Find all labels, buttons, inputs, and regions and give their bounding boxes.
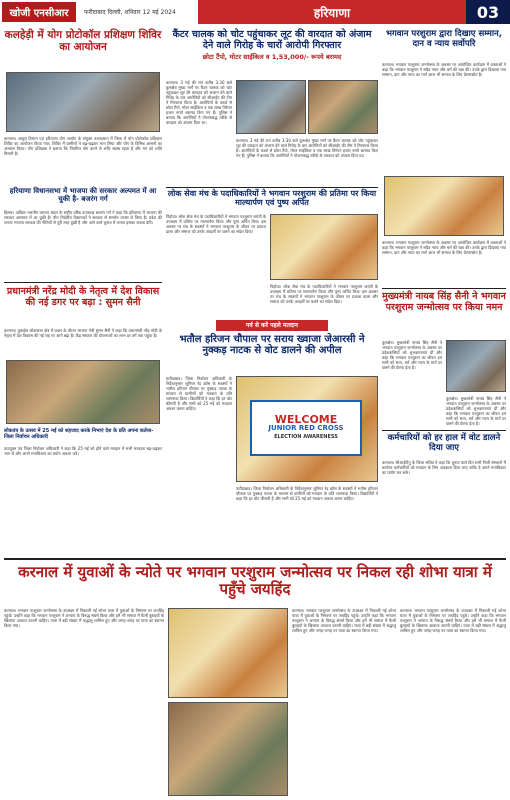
vote-headline: भतौल हरिजन चौपाल पर सराय ख्वाजा जेआरसी ने नुक्कड़ नाटक से वोट डालने की अपील	[179, 334, 365, 357]
rally-headline: करनाल में युवाओं के न्योते पर भगवान परशुराम जन्मोत्सव पर निकल रही शोभा यात्रा में पहुँचे जयहिंद	[18, 563, 492, 598]
rally-body-2: करनाल। भगवान परशुराम जन्मोत्सव के उपलक्ष्य में निकाली गई शोभा यात्रा में युवाओं के निमंत्रण पर जयहिंद पहुंचे। उन्होंने कहा कि भगवान परशुराम ने अन्याय के विरुद्ध संघर्ष किया और हमें भी समाज में फैली बुराइयों के खिलाफ आवाज उठानी चाहिए। यात्रा में बड़ी संख्या में श्रद्धालु शामिल हुए और जगह-जगह पर यात्रा का स्वागत किया गया।	[292, 608, 396, 633]
canter-subhead: छोटा टैंपो, मोटर साईकिल व 1,53,000/- रूपये बरामद	[202, 53, 342, 62]
sign-line-3: ELECTION AWARENESS	[274, 433, 338, 440]
section-title: हरियाणा	[198, 0, 466, 24]
scheme-story	[4, 428, 162, 440]
rally-body: करनाल। भगवान परशुराम जन्मोत्सव के उपलक्ष्य में निकाली गई शोभा यात्रा में युवाओं के निमंत्रण पर जयहिंद पहुंचे। उन्होंने कहा कि भगवान परशुराम ने अन्याय के विरुद्ध संघर्ष किया और हमें भी समाज में फैली बुराइयों के खिलाफ आवाज उठानी चाहिए। यात्रा में बड़ी संख्या में श्रद्धालु शामिल हुए और जगह-जगह पर यात्रा का स्वागत किया गया।	[4, 608, 164, 628]
rally-body-3: करनाल। भगवान परशुराम जन्मोत्सव के उपलक्ष्य में निकाली गई शोभा यात्रा में युवाओं के निमंत्रण पर जयहिंद पहुंचे। उन्होंने कहा कि भगवान परशुराम ने अन्याय के विरुद्ध संघर्ष किया और हमें भी समाज में फैली बुराइयों के खिलाफ आवाज उठानी चाहिए। यात्रा में बड़ी संख्या में श्रद्धालु शामिल हुए और जगह-जगह पर यात्रा का स्वागत किया गया।	[400, 608, 506, 633]
canter-photo-1	[236, 80, 306, 134]
cm-body: कुरुक्षेत्र। मुख्यमंत्री नायब सिंह सैनी ने भगवान परशुराम जन्मोत्सव के अवसर पर प्रदेशवासियों को शुभकामनाएं दीं और कहा कि भगवान परशुराम का जीवन हम सभी को सत्य, धर्म और न्याय के मार्ग पर चलने की प्रेरणा देता है।	[382, 340, 442, 370]
divider	[382, 288, 506, 289]
canter-photo-2	[308, 80, 378, 134]
workers-headline: कर्मचारियों को हर हाल में वोट डालने दिया जाए	[387, 433, 501, 453]
divider	[4, 558, 506, 560]
workers-body: करनाल। सीआईटीयू के जिला सचिव ने कहा कि चुनाव वाले दिन सभी निजी संस्थानों में कार्यरत कर्मचारियों को मतदान के लिए अवकाश दिया जाए ताकि वे अपने मताधिकार का प्रयोग कर सकें।	[382, 460, 506, 475]
bjp-body: हिसार। अखिल भारतीय व्यापार मंडल के राष्ट्रीय वरिष्ठ उपाध्यक्ष बजरंग गर्ग ने कहा कि हरियाणा में भाजपा की सरकार अल्पमत में आ चुकी है। तीन निर्दलीय विधायकों ने सरकार से समर्थन वापस ले लिया है। प्रदेश की जनता भाजपा सरकार की नीतियों से पूरी तरह दुखी है और आने वाले चुनाव में जनता इसका जवाब देगी।	[4, 210, 162, 225]
parshuram-stage-photo	[270, 214, 378, 280]
yoga-body: करनाल। आयुष विभाग एवं हरियाणा योग आयोग के संयुक्त तत्वावधान में जिला में योग प्रोटोकॉल प्रशिक्षण शिविर का आयोजन किया गया। शिविर में ग्रामीणों ने बढ़-चढ़कर भाग लिया और योग के विभिन्न आसनों का अभ्यास किया। योग प्रशिक्षक ने बताया कि नियमित योग करने से शरीर स्वस्थ रहता है और मन को शांति मिलती है।	[4, 136, 162, 156]
canter-story	[166, 30, 378, 62]
cm-photo	[446, 340, 506, 392]
canter-body-2: करनाल। 3 मई की रात करीब 3:30 बजे कुरुक्षेत्र मुख्य मार्ग पर कैंटर चालक को चोट पहुंचाकर लूट की वारदात को अंजाम देने वाले गिरोह के चार आरोपियों को सीआईए की टीम ने गिरफ्तार किया है। आरोपियों के कब्जे से छोटा टैंपो, मोटर साईकिल व एक लाख तिरेपन हजार रुपये बरामद किए गए हैं। पुलिस ने बताया कि आरोपियों ने योजनाबद्ध तरीके से वारदात को अंजाम दिया था।	[236, 138, 378, 158]
page-number: 03	[466, 0, 510, 24]
scheme-subhead: लोकतंत्र के उत्सव में 25 मई को शहजाद करके निभाएं देश के प्रति अपना कर्तव्य- जिला निर्वाचन अधिकारी	[4, 428, 154, 440]
bjp-story	[4, 188, 162, 204]
vote-story	[166, 334, 378, 356]
canter-body: करनाल। 3 मई की रात करीब 3:30 बजे कुरुक्षेत्र मुख्य मार्ग पर कैंटर चालक को चोट पहुंचाकर लूट की वारदात को अंजाम देने वाले गिरोह के चार आरोपियों को सीआईए की टीम ने गिरफ्तार किया है। आरोपियों के कब्जे से छोटा टैंपो, मोटर साईकिल व एक लाख तिरेपन हजार रुपये बरामद किए गए हैं। पुलिस ने बताया कि आरोपियों ने योजनाबद्ध तरीके से वारदात को अंजाम दिया था।	[166, 80, 232, 125]
yoga-headline: कलहेड़ी में योग प्रोटोकॉल प्रशिक्षण शिविर का आयोजन	[4, 29, 162, 53]
modi-headline: प्रधानमंत्री नरेंद्र मोदी के नेतृत्व में देश विकास की नई डगर पर बढ़ा : सुमन सैनी	[6, 286, 160, 308]
sign-line-1: WELCOME	[274, 412, 338, 426]
parshuram-stage-body-2: पिहोवा। लोक सेवा मंच के पदाधिकारियों ने भगवान परशुराम जयंती के उपलक्ष्य में प्रतिमा पर माल्यार्पण किया और पुष्प अर्पित किए। इस अवसर पर मंच के सदस्यों ने भगवान परशुराम के जीवन पर प्रकाश डाला और समाज को उनके आदर्शों पर चलने का संदेश दिया।	[270, 284, 378, 304]
vote-tag: गर्व से करें पहले मतदान	[216, 320, 328, 331]
divider	[166, 187, 378, 188]
modi-body: करनाल। कुरुक्षेत्र लोकसभा क्षेत्र में प्रचार के दौरान भाजपा नेत्री सुमन सैनी ने कहा कि प्रधानमंत्री नरेंद्र मोदी के नेतृत्व में देश विकास की नई राह पर आगे बढ़ा है। केंद्र सरकार की योजनाओं का लाभ हर वर्ग तक पहुंचा है।	[4, 328, 162, 338]
modi-story	[4, 287, 162, 308]
cm-story	[382, 292, 506, 313]
yoga-story	[4, 30, 162, 54]
parshuram-stage-body: पिहोवा। लोक सेवा मंच के पदाधिकारियों ने भगवान परशुराम जयंती के उपलक्ष्य में प्रतिमा पर माल्यार्पण किया और पुष्प अर्पित किए। इस अवसर पर मंच के सदस्यों ने भगवान परशुराम के जीवन पर प्रकाश डाला और समाज को उनके आदर्शों पर चलने का संदेश दिया।	[166, 214, 266, 234]
paper-name: खोजी एनसीआर	[0, 0, 78, 24]
rally-story	[8, 564, 502, 598]
workers-story	[382, 434, 506, 453]
divider	[382, 430, 506, 431]
vote-body: फरीदाबाद। जिला निर्वाचन अधिकारी के निर्देशानुसार जूनियर रेड क्रॉस के सदस्यों ने भतौल हरिजन चौपाल पर नुक्कड़ नाटक के माध्यम से ग्रामीणों को मतदान के प्रति जागरूक किया। विद्यार्थियों ने कहा कि हर वोट कीमती है और सभी को 25 मई को मतदान अवश्य करना चाहिए।	[166, 376, 232, 411]
welcome-sign	[250, 400, 362, 456]
cm-body-2: कुरुक्षेत्र। मुख्यमंत्री नायब सिंह सैनी ने भगवान परशुराम जन्मोत्सव के अवसर पर प्रदेशवासियों को शुभकामनाएं दीं और कहा कि भगवान परशुराम का जीवन हम सभी को सत्य, धर्म और न्याय के मार्ग पर चलने की प्रेरणा देता है।	[446, 396, 506, 426]
justice-headline: भगवान परशुराम द्वारा दिखाए सम्मान, दान व न्याय सर्वोपरि	[386, 29, 502, 49]
vote-body-2: फरीदाबाद। जिला निर्वाचन अधिकारी के निर्देशानुसार जूनियर रेड क्रॉस के सदस्यों ने भतौल हरिजन चौपाल पर नुक्कड़ नाटक के माध्यम से ग्रामीणों को मतदान के प्रति जागरूक किया। विद्यार्थियों ने कहा कि हर वोट कीमती है और सभी को 25 मई को मतदान अवश्य करना चाहिए।	[236, 486, 378, 501]
yoga-photo	[6, 72, 160, 132]
modi-photo	[6, 360, 160, 424]
masthead	[0, 0, 510, 24]
parshuram-stage-story	[166, 190, 378, 208]
bjp-headline: हरियाणा विधानसभा में भाजपा की सरकार अल्पमत में आ चुकी है- बजरंग गर्ग	[9, 187, 157, 203]
justice-story	[382, 30, 506, 49]
rally-photo-2	[168, 702, 288, 796]
sign-line-2: JUNIOR RED CROSS	[268, 423, 344, 432]
scheme-body: उपायुक्त एवं जिला निर्वाचन अधिकारी ने कहा कि 25 मई को होने वाले मतदान में सभी मतदाता बढ़-चढ़कर भाग लें और अपने मताधिकार का प्रयोग अवश्य करें।	[4, 446, 162, 456]
date-line: फरीदाबाद दिल्ली, शनिवार 12 मई 2024	[84, 9, 176, 16]
justice-photo	[384, 176, 504, 236]
justice-body: करनाल। भगवान परशुराम जन्मोत्सव के अवसर पर आयोजित कार्यक्रम में वक्ताओं ने कहा कि भगवान परशुराम ने सदैव न्याय और धर्म की रक्षा की। उनके द्वारा दिखाया गया सम्मान, दान और न्याय का मार्ग आज भी समाज के लिए प्रेरणास्रोत है।	[382, 62, 506, 77]
rally-photo-1	[168, 608, 288, 698]
justice-body-2: करनाल। भगवान परशुराम जन्मोत्सव के अवसर पर आयोजित कार्यक्रम में वक्ताओं ने कहा कि भगवान परशुराम ने सदैव न्याय और धर्म की रक्षा की। उनके द्वारा दिखाया गया सम्मान, दान और न्याय का मार्ग आज भी समाज के लिए प्रेरणास्रोत है।	[382, 240, 506, 255]
canter-headline: कैंटर चालक को चोट पहुंचाकर लूट की वारदात को अंजाम देने वाले गिरोह के चारों आरोपी गिरफ्तार	[172, 29, 372, 51]
cm-headline: मुख्यमंत्री नायब सिंह सैनी ने भगवान परशुराम जन्मोत्सव पर किया नमन	[382, 291, 506, 313]
divider	[4, 282, 162, 283]
parshuram-stage-headline: लोक सेवा मंच के पदाधिकारियों ने भगवान परशुराम की प्रतिमा पर किया माल्यार्पण एवं पुष्प अर्पित	[167, 189, 377, 207]
